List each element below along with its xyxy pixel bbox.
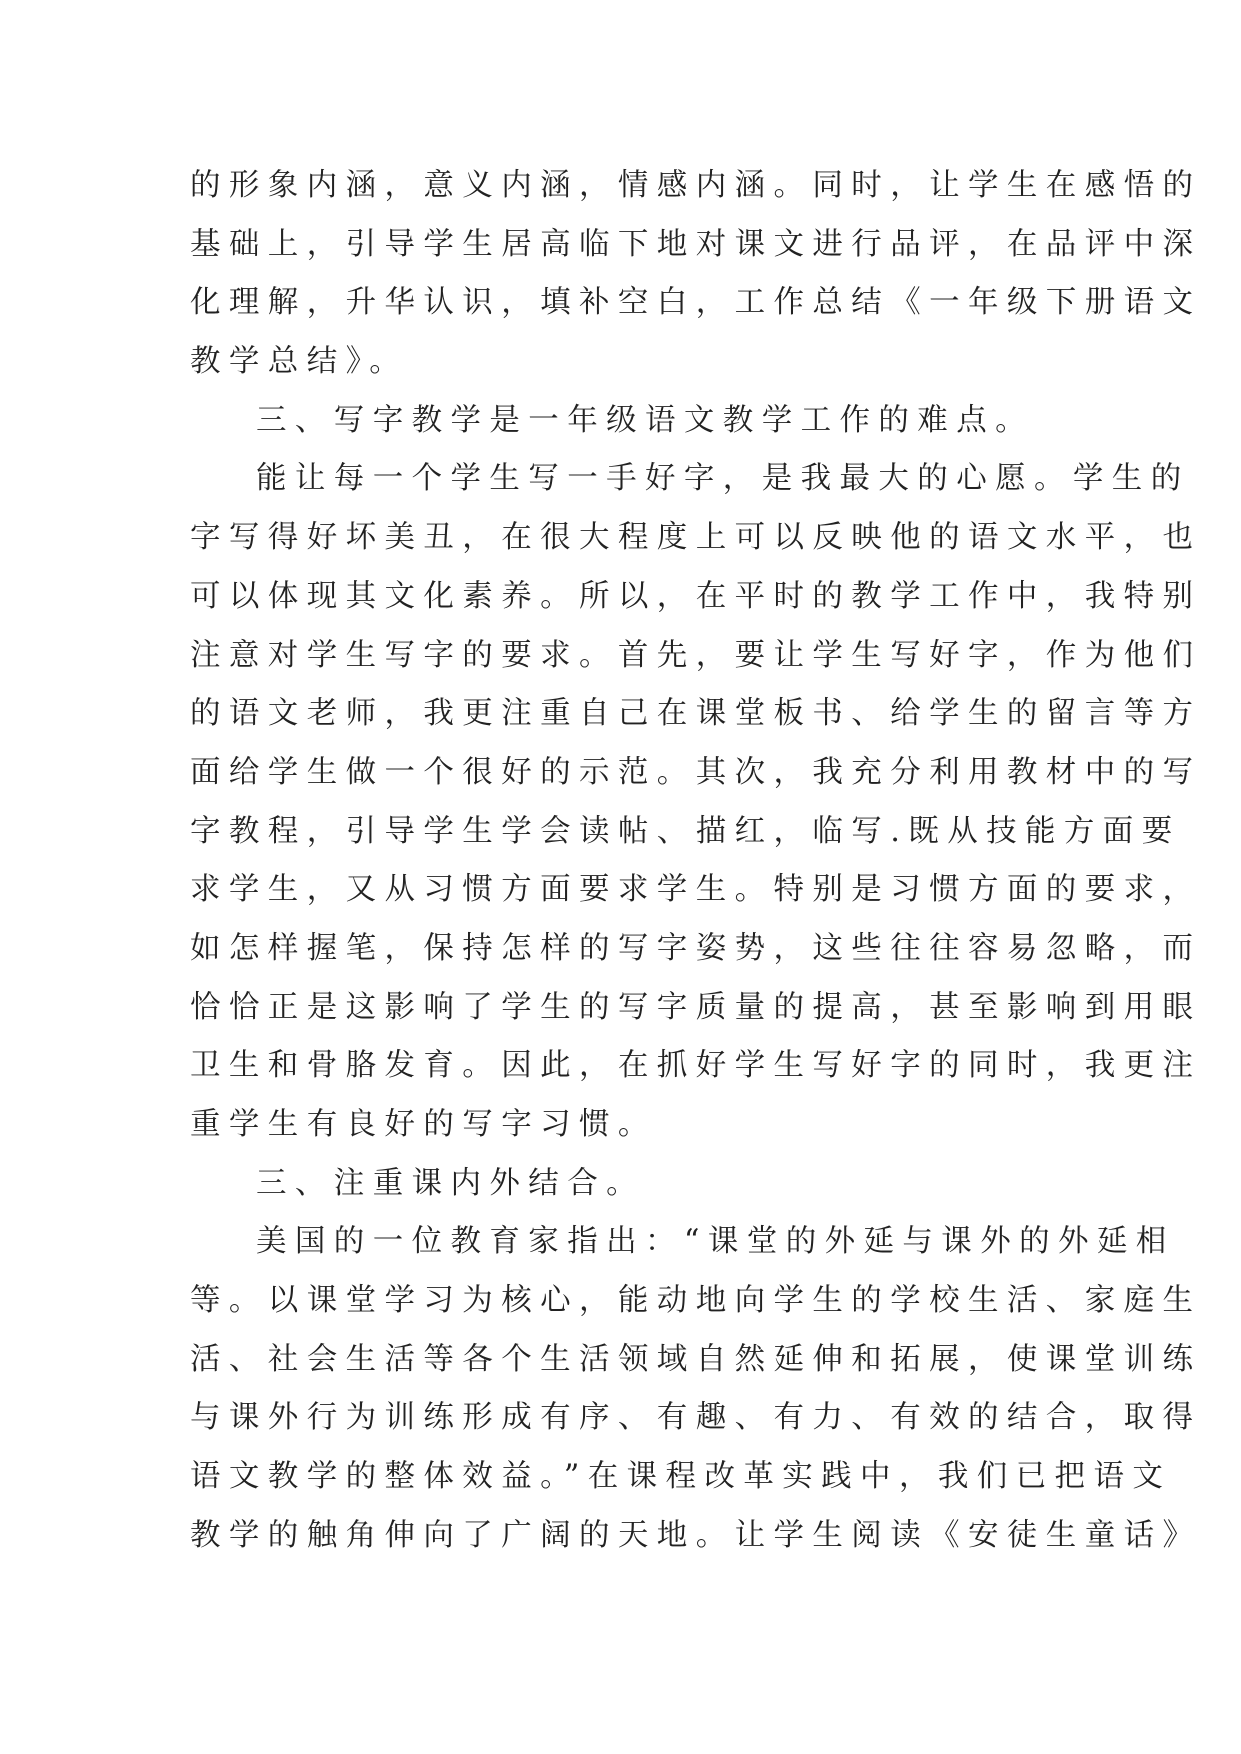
text-line: 语文教学的整体效益。”在课程改革实践中，我们已把语文: [190, 1459, 1172, 1495]
text-line: 的语文老师，我更注重自己在课堂板书、给学生的留言等方: [190, 696, 1202, 732]
text-line: 与课外行为训练形成有序、有趣、有力、有效的结合，取得: [190, 1400, 1202, 1436]
text-line: 面给学生做一个很好的示范。其次，我充分利用教材中的写: [190, 754, 1202, 790]
text-line: 注意对学生写字的要求。首先，要让学生写好字，作为他们: [190, 637, 1202, 673]
text-line: 字教程，引导学生学会读帖、描红，临写.既从技能方面要: [190, 813, 1181, 849]
text-line: 恰恰正是这影响了学生的写字质量的提高，甚至影响到用眼: [190, 989, 1202, 1025]
text-line: 化理解，升华认识，填补空白，工作总结《一年级下册语文: [190, 285, 1202, 321]
text-line: 教学总结》。: [190, 344, 409, 380]
text-line: 的形象内涵，意义内涵，情感内涵。同时，让学生在感悟的: [190, 168, 1202, 203]
section-heading: 三、注重课内外结合。: [256, 1165, 645, 1201]
document-body: [190, 157, 1202, 1566]
text-line: 基础上，引导学生居高临下地对课文进行品评，在品评中深: [190, 226, 1202, 262]
paragraph-start-line: 能让每一个学生写一手好字，是我最大的心愿。学生的: [256, 461, 1190, 497]
paragraph-start-line: 美国的一位教育家指出：“课堂的外延与课外的外延相: [256, 1224, 1175, 1260]
text-line: 活、社会生活等各个生活领域自然延伸和拓展，使课堂训练: [190, 1341, 1202, 1377]
text-line: 重学生有良好的写字习惯。: [190, 1107, 657, 1142]
text-line: 卫生和骨胳发育。因此，在抓好学生写好字的同时，我更注: [190, 1048, 1202, 1084]
text-line: 等。以课堂学习为核心，能动地向学生的学校生活、家庭生: [190, 1283, 1202, 1319]
text-line: 字写得好坏美丑，在很大程度上可以反映他的语文水平，也: [190, 520, 1202, 556]
text-line: 教学的触角伸向了广阔的天地。让学生阅读《安徒生童话》: [190, 1517, 1202, 1553]
text-line: 可以体现其文化素养。所以，在平时的教学工作中，我特别: [190, 578, 1202, 614]
text-line: 如怎样握笔，保持怎样的写字姿势，这些往往容易忽略，而: [190, 930, 1202, 966]
text-line: 求学生，又从习惯方面要求学生。特别是习惯方面的要求，: [190, 872, 1202, 908]
section-heading: 三、写字教学是一年级语文教学工作的难点。: [256, 402, 1034, 438]
